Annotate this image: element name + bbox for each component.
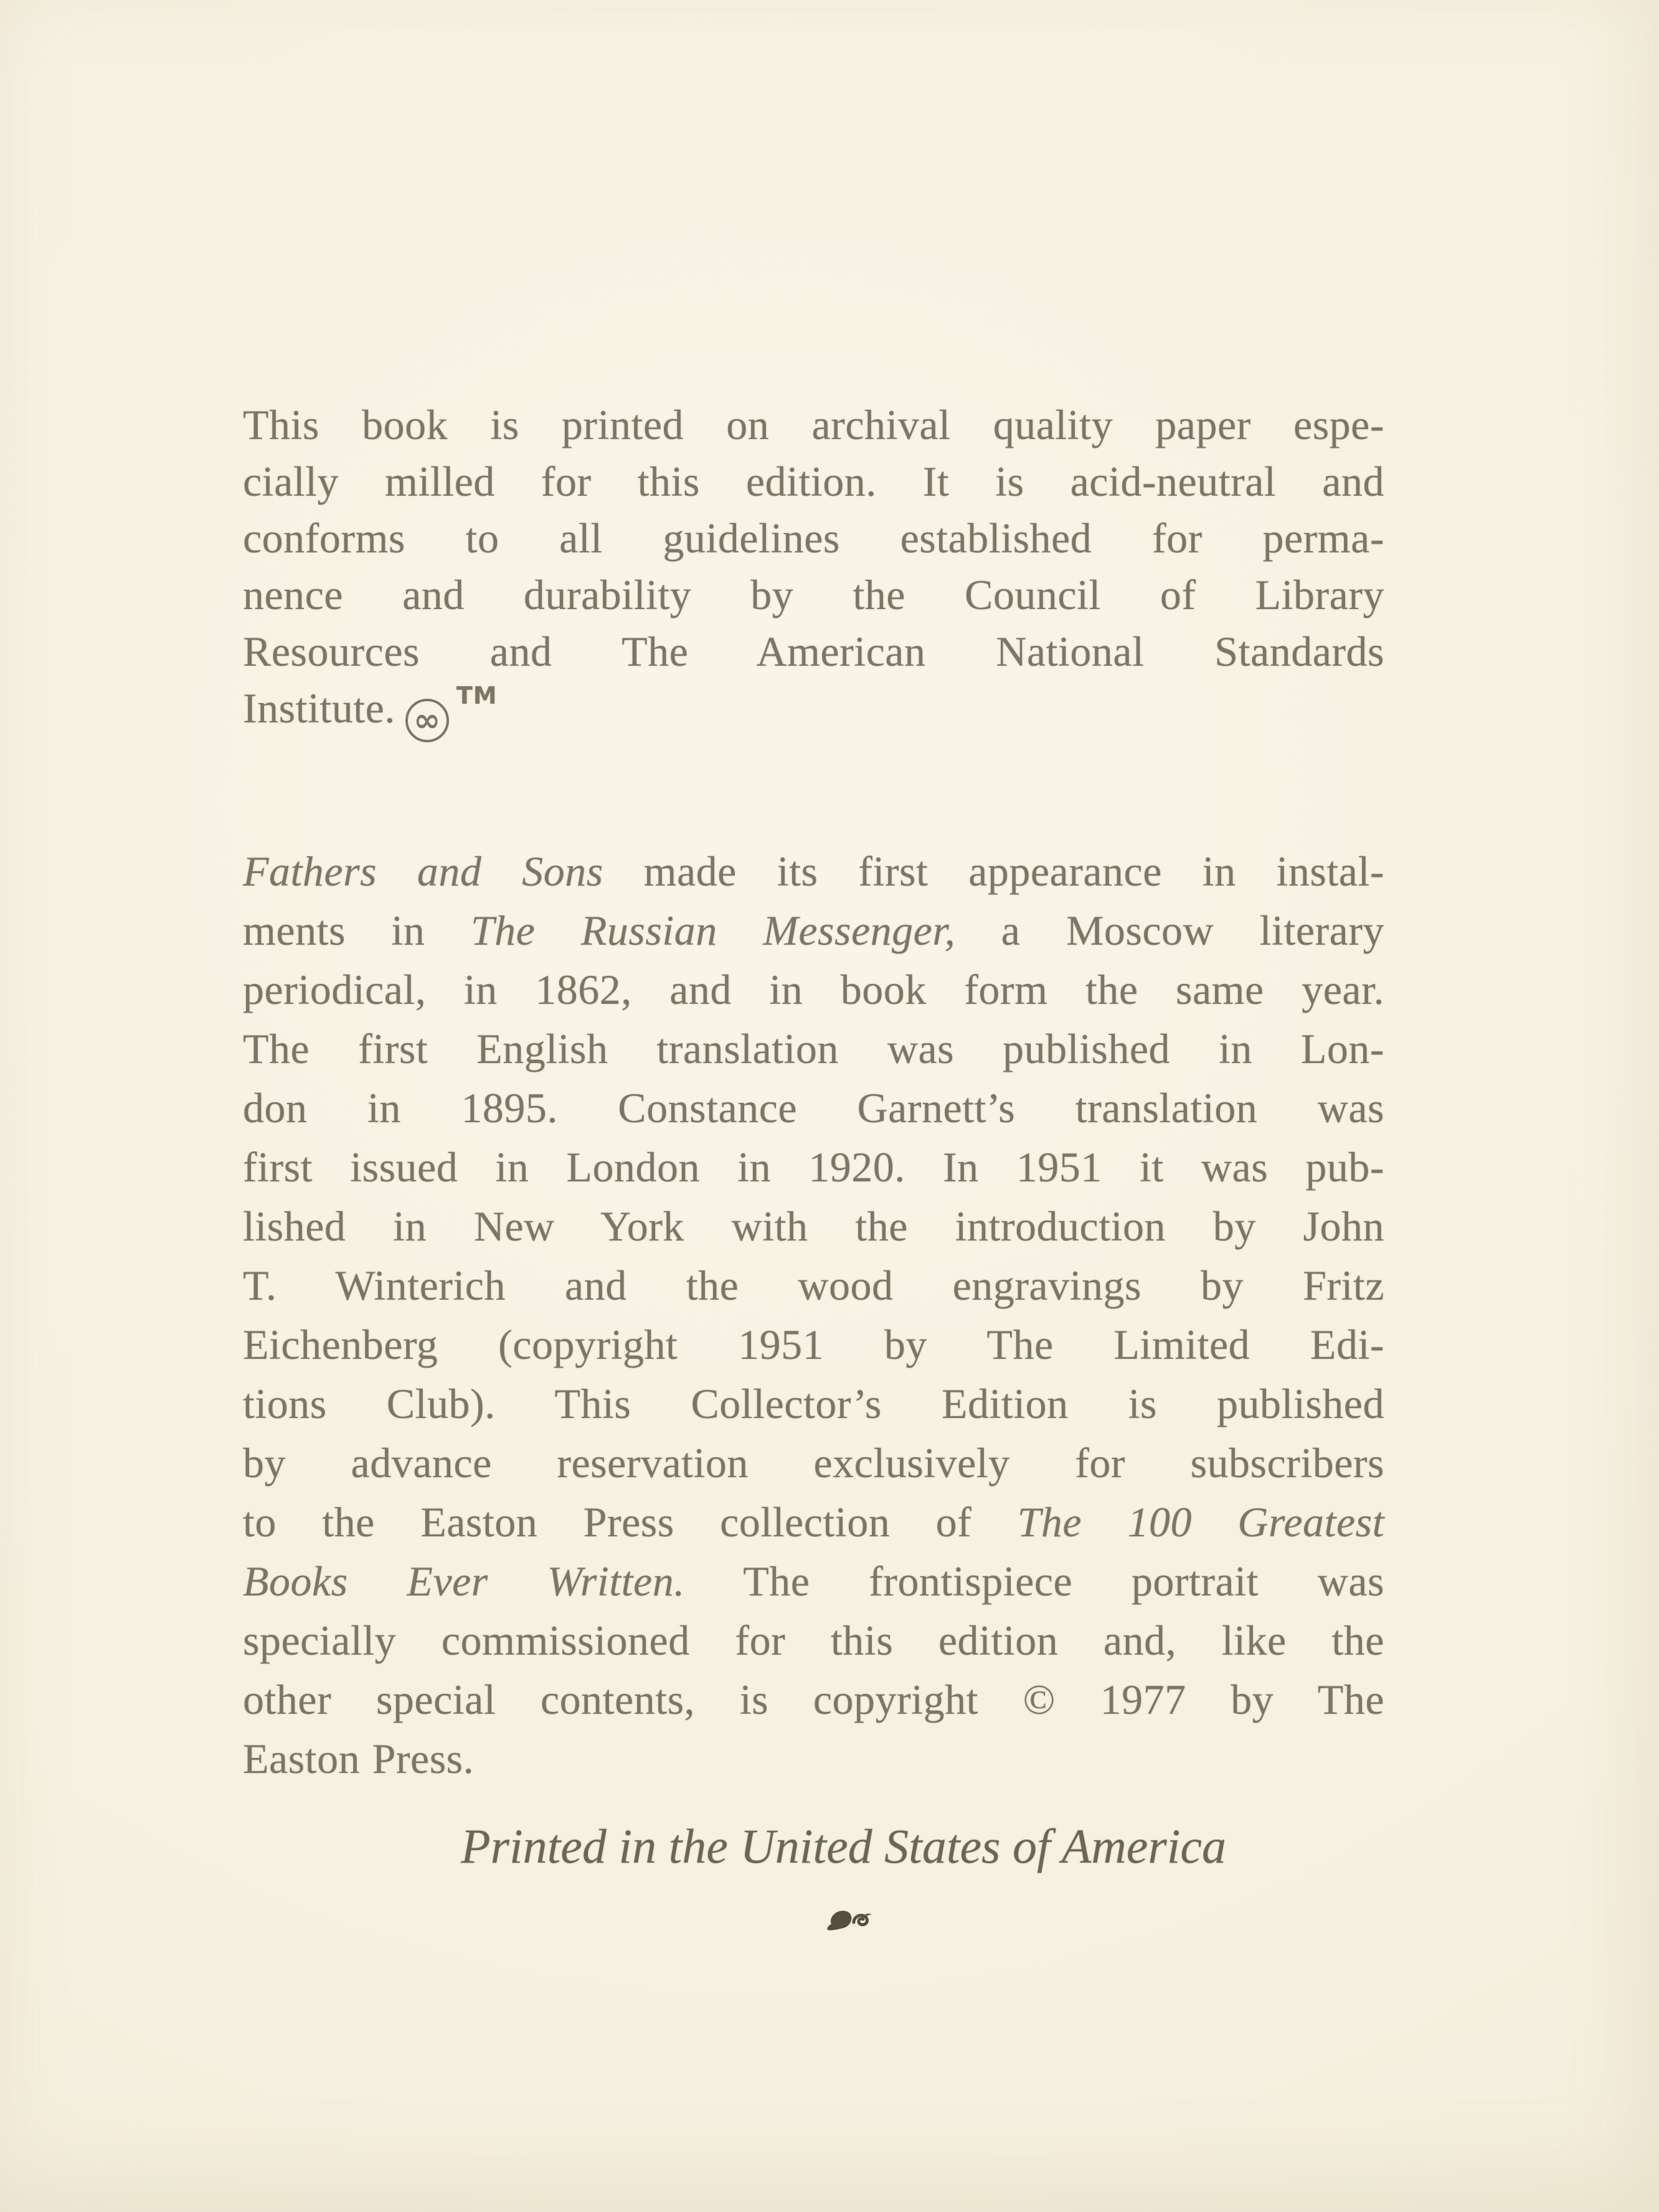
text-line [243,567,1384,623]
edition-history-paragraph [243,842,1384,1789]
text-line [243,1552,1384,1611]
text-line [243,1374,1384,1434]
text-segment: Easton Press. [243,1735,475,1782]
text-segment: The first English translation was published in Lon- [243,1025,1384,1072]
text-line [243,397,1384,453]
text-segment: conforms to all guidelines established for perma- [243,514,1384,562]
text-line [243,1256,1384,1315]
text-line [243,1019,1384,1079]
text-line [243,623,1384,680]
text-line [243,842,1384,901]
italic-text-segment: Fathers and Sons [243,848,603,895]
text-line [243,1079,1384,1138]
text-line [243,960,1384,1019]
text-segment: by advance reservation exclusively for subscribers [243,1439,1384,1486]
text-line [243,1434,1384,1493]
archival-paper-colophon-paragraph [243,397,1384,737]
text-segment: tions Club). This Collector’s Edition is published [243,1380,1384,1427]
text-segment: This book is printed on archival quality paper espe- [243,401,1384,448]
text-line [243,1138,1384,1197]
text-line [243,1729,1384,1789]
text-segment: other special contents, is copyright © 1977 by The [243,1676,1384,1723]
text-segment: Institute. [243,684,395,732]
text-line [243,1611,1384,1670]
text-segment: specially commissioned for this edition and, like the [243,1617,1384,1664]
text-segment: to the Easton Press collection of [243,1498,1018,1546]
text-segment: a Moscow literary [955,907,1384,954]
text-segment: Resources and The American National Standards [243,628,1384,675]
text-segment: Eichenberg (copyright 1951 by The Limited Edi- [243,1321,1384,1368]
italic-text-segment: Books Ever Written. [243,1557,685,1605]
text-segment: periodical, in 1862, and in book form the same year. [243,966,1384,1013]
text-line [243,1197,1384,1256]
printed-in-usa-line [273,1817,1414,1876]
text-segment: lished in New York with the introduction by John [243,1203,1384,1250]
text-segment: cially milled for this edition. It is acid-neutral and [243,458,1384,505]
text-line [243,1670,1384,1729]
text-line [243,1493,1384,1552]
text-segment: nence and durability by the Council of Library [243,571,1384,618]
infinity-permanence-icon: ∞ [405,699,449,742]
text-line [243,901,1384,960]
text-segment: don in 1895. Constance Garnett’s translation was [243,1084,1384,1132]
fleuron-ornament [826,1907,876,1937]
text-segment: made its first appearance in instal- [603,848,1384,895]
italic-text-segment: The Russian Messenger, [470,907,956,954]
text-segment: The frontispiece portrait was [684,1557,1384,1605]
text-line [243,453,1384,510]
text-segment: T. Winterich and the wood engravings by Fritz [243,1262,1384,1309]
fleuron-icon [826,1907,876,1937]
text-line [243,510,1384,567]
text-line [243,680,1384,737]
text-segment: ments in [243,907,471,954]
trademark-symbol: TM [456,682,498,709]
text-segment: first issued in London in 1920. In 1951 it was pub- [243,1143,1384,1191]
printed-in-usa-text: Printed in the United States of America [460,1819,1227,1873]
text-line [243,1315,1384,1374]
italic-text-segment: The 100 Greatest [1017,1498,1384,1546]
